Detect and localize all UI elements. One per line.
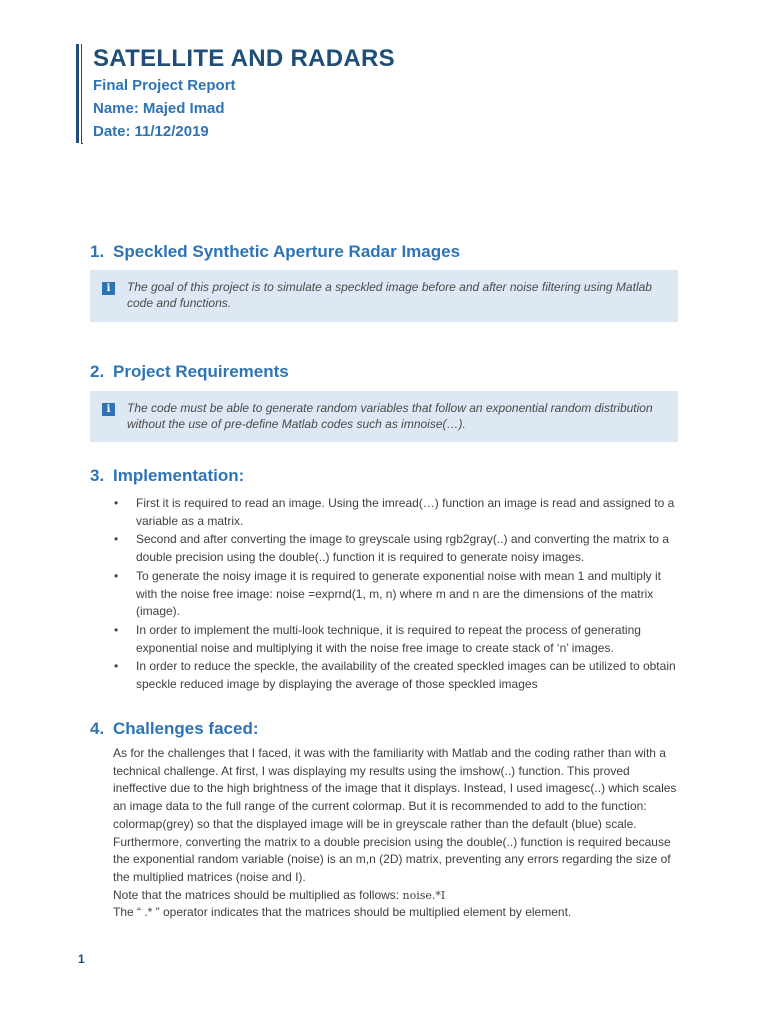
section-title: Implementation: — [113, 466, 245, 485]
note-text: The goal of this project is to simulate a speckled image before and after noise filtering using Matlab code and functions. — [127, 280, 652, 310]
section-number: 1. — [90, 242, 105, 261]
section-heading-1 — [90, 242, 460, 262]
section-title: Challenges faced: — [113, 719, 259, 738]
section-heading-2 — [90, 362, 289, 382]
section-heading-3 — [90, 466, 244, 486]
list-item: • First it is required to read an image. Using the imread(…) function an image is read and assigned to a variable as a matrix. — [113, 495, 683, 530]
implementation-list — [113, 495, 683, 695]
list-item: • Second and after converting the image to greyscale using rgb2gray(..) and converting the matrix to a double precision using the double(..) function it is required to generate noisy images. — [113, 531, 683, 566]
multiply-note — [113, 887, 683, 905]
section-title: Speckled Synthetic Aperture Radar Images — [113, 242, 461, 261]
multiply-formula: noise.*I — [402, 888, 446, 902]
list-item: • In order to implement the multi-look technique, it is required to repeat the process of generating exponential noise and multiplying it with the noise free image to create stack of ‘n’ images. — [113, 622, 683, 657]
list-item: • In order to reduce the speckle, the availability of the created speckled images can be utilized to obtain speckle reduced image by displaying the average of those speckled images — [113, 658, 683, 693]
page-number: 1 — [78, 952, 85, 966]
section-number: 3. — [90, 466, 105, 485]
info-note-goal — [90, 270, 678, 322]
title-block — [76, 44, 395, 143]
operator-note: The “ .* ” operator indicates that the matrices should be multiplied element by element. — [113, 905, 572, 920]
info-icon: i — [102, 282, 115, 295]
author-line — [93, 97, 395, 120]
report-subtitle: Final Project Report — [93, 77, 236, 94]
challenges-paragraph: As for the challenges that I faced, it was with the familiarity with Matlab and the coding rather than with a technical challenge. At first, I was displaying my results using the imshow(..) function. This proved ineffective due to the high brightness of the image that it displays. Instead, I used imagesc(..) which scales an image data to the full range of the current colormap. But it is recommended to add to the function: colormap(grey) so that the displayed image will be in greyscale rather than the default (blue) scale. Furthermore, converting the matrix to a double precision using the double(..) function is required because the exponential random variable (noise) is an m,n (2D) matrix, preventing any errors regarding the size of the multiplied matrices (noise and I). — [113, 746, 677, 884]
info-icon: i — [102, 403, 115, 416]
author-name: Majed Imad — [142, 100, 225, 117]
date-label: Date: — [93, 123, 131, 140]
section-number: 4. — [90, 719, 105, 738]
name-label: Name: — [93, 100, 139, 117]
section-title: Project Requirements — [113, 362, 289, 381]
date-line — [93, 120, 395, 143]
note-text: The code must be able to generate random variables that follow an exponential random distribution without the use of pre-define Matlab codes such as imnoise(…). — [127, 401, 653, 431]
section-number: 2. — [90, 362, 105, 381]
document-title: SATELLITE AND RADARS — [93, 45, 395, 72]
multiply-note-text: Note that the matrices should be multiplied as follows: — [113, 887, 403, 902]
section-heading-4 — [90, 719, 259, 739]
challenges-body — [113, 745, 683, 922]
list-item: • To generate the noisy image it is required to generate exponential noise with mean 1 and multiply it with the noise free image: noise =exprnd(1, m, n) where m and n are the dimensions of the matrix (image). — [113, 568, 683, 621]
info-note-requirements — [90, 391, 678, 442]
date-value: 11/12/2019 — [134, 123, 209, 140]
